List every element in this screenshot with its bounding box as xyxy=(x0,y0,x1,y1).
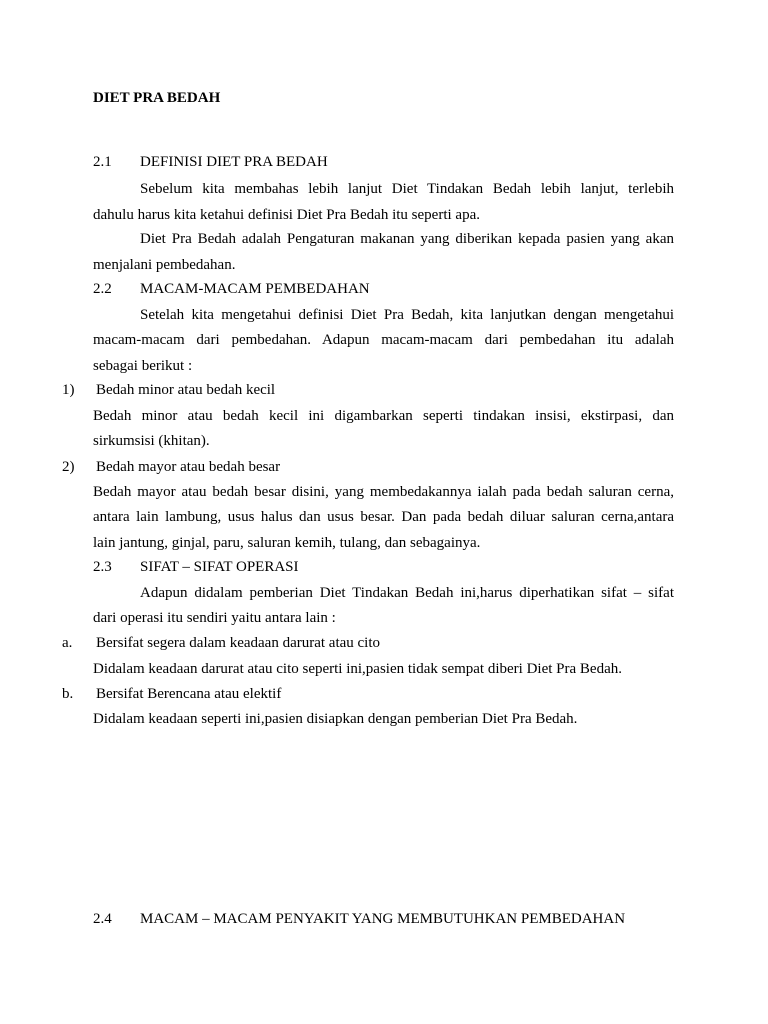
list-item-label: Bersifat Berencana atau elektif xyxy=(96,686,282,702)
list-item-label: Bedah minor atau bedah kecil xyxy=(96,382,276,398)
section-number: 2.3 xyxy=(93,559,112,575)
list-marker: a. xyxy=(62,635,73,651)
paragraph-line: Adapun didalam pemberian Diet Tindakan Bedah ini,harus diperhatikan sifat – sifat xyxy=(140,585,674,601)
paragraph-line: menjalani pembedahan. xyxy=(93,257,236,273)
paragraph-line: macam-macam dari pembedahan. Adapun macam-macam dari pembedahan itu adalah xyxy=(93,332,674,348)
section-number: 2.1 xyxy=(93,154,112,170)
section-heading: SIFAT – SIFAT OPERASI xyxy=(140,559,299,575)
list-marker: 2) xyxy=(62,459,75,475)
paragraph-line: lain jantung, ginjal, paru, saluran kemih, tulang, dan sebagainya. xyxy=(93,535,481,551)
list-marker: 1) xyxy=(62,382,75,398)
paragraph-line: Diet Pra Bedah adalah Pengaturan makanan yang diberikan kepada pasien yang akan xyxy=(140,231,674,247)
list-marker: b. xyxy=(62,686,74,702)
section-number: 2.2 xyxy=(93,281,112,297)
paragraph-line: antara lain lambung, usus halus dan usus besar. Dan pada bedah diluar saluran cerna,antara xyxy=(93,509,674,525)
section-heading: MACAM-MACAM PEMBEDAHAN xyxy=(140,281,370,297)
paragraph-line: sirkumsisi (khitan). xyxy=(93,433,210,449)
paragraph-line: dari operasi itu sendiri yaitu antara lain : xyxy=(93,610,336,626)
section-number: 2.4 xyxy=(93,911,112,927)
paragraph-line: Setelah kita mengetahui definisi Diet Pra Bedah, kita lanjutkan dengan mengetahui xyxy=(140,307,674,323)
paragraph-line: Sebelum kita membahas lebih lanjut Diet Tindakan Bedah lebih lanjut, terlebih xyxy=(140,181,674,197)
paragraph-line: Bedah mayor atau bedah besar disini, yang membedakannya ialah pada bedah saluran cerna, xyxy=(93,484,674,500)
section-heading: MACAM – MACAM PENYAKIT YANG MEMBUTUHKAN PEMBEDAHAN xyxy=(140,911,626,927)
section-heading: DEFINISI DIET PRA BEDAH xyxy=(140,154,328,170)
paragraph-line: sebagai berikut : xyxy=(93,358,193,374)
paragraph-line: Bedah minor atau bedah kecil ini digambarkan seperti tindakan insisi, ekstirpasi, dan xyxy=(93,408,674,424)
list-item-label: Bersifat segera dalam keadaan darurat atau cito xyxy=(96,635,381,651)
page-title: DIET PRA BEDAH xyxy=(93,90,221,106)
paragraph-line: dahulu harus kita ketahui definisi Diet Pra Bedah itu seperti apa. xyxy=(93,207,480,223)
paragraph-line: Didalam keadaan seperti ini,pasien disiapkan dengan pemberian Diet Pra Bedah. xyxy=(93,711,578,727)
list-item-label: Bedah mayor atau bedah besar xyxy=(96,459,281,475)
paragraph-line: Didalam keadaan darurat atau cito seperti ini,pasien tidak sempat diberi Diet Pra Bedah. xyxy=(93,661,622,677)
